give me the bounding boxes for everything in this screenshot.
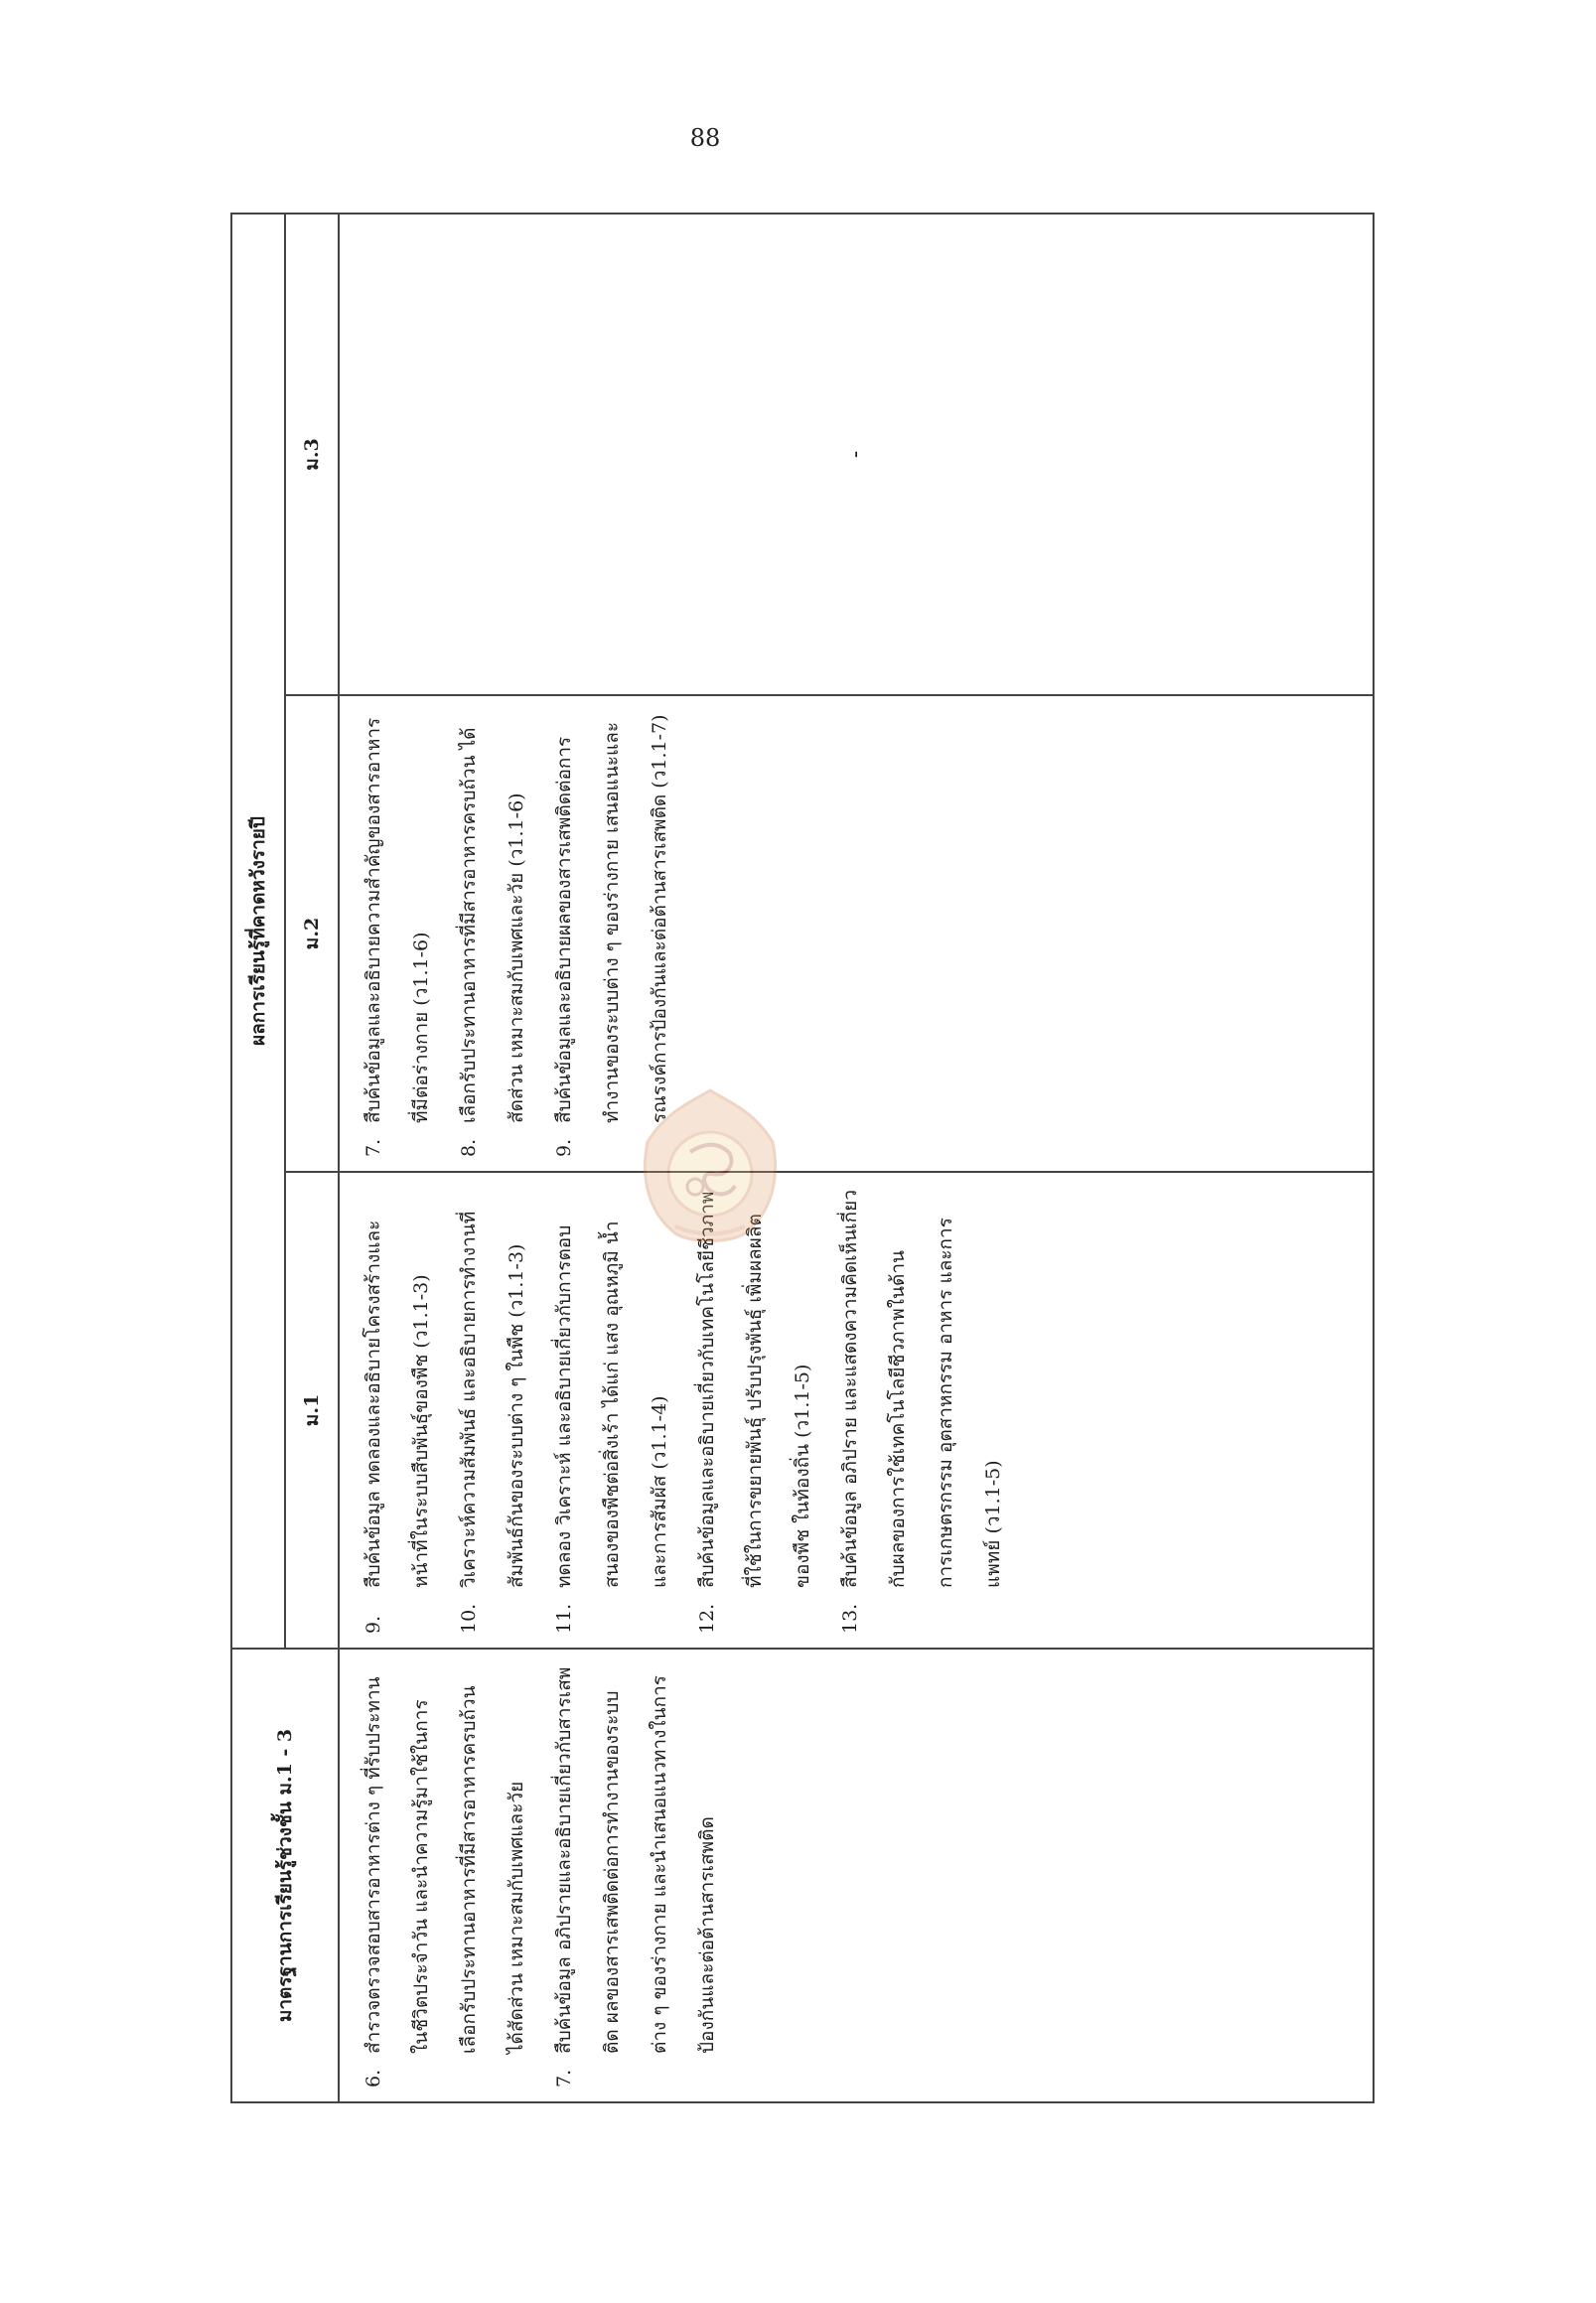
item-number: 8. — [458, 1138, 480, 1157]
item-text: สืบค้นข้อมูลและอธิบายผลของสารเสพติดต่อการทำงานของระบบต่าง ๆ ของร่างกาย เสนอแนะและรณรงค์การป้องกันและต่อต้านสารเสพติด (ว1.1-7) — [553, 714, 670, 1123]
item-number: 12. — [696, 1603, 718, 1634]
item-text: สืบค้นข้อมูลและอธิบายความสำคัญของสารอาหารที่มีต่อร่างกาย (ว1.1-6) — [363, 717, 432, 1123]
header-m2: ม.2 — [285, 695, 339, 1172]
item-text: ทดลอง วิเคราะห์ และอธิบายเกี่ยวกับการตอบสนองของพืชต่อสิ่งเร้า ได้แก่ แสง อุณหภูมิ น้ำ และการสัมผัส (ว1.1-4) — [553, 1221, 670, 1588]
m3-cell: - — [339, 214, 1374, 695]
list-item — [540, 1663, 731, 2087]
list-item — [445, 1187, 540, 1634]
item-text: สืบค้นข้อมูล อภิปราย และแสดงความคิดเห็นเกี่ยวกับผลของการใช้เทคโนโลยีชีวภาพในด้านการเกษตรกรรม อุตสาหกรรม อาหาร และการแพทย์ (ว1.1-5) — [839, 1190, 1004, 1588]
page-number: 88 — [689, 124, 721, 152]
m1-cell — [339, 1172, 1374, 1649]
item-number: 11. — [553, 1603, 575, 1634]
item-number: 10. — [458, 1603, 480, 1634]
item-text: สำรวจตรวจสอบสารอาหารต่าง ๆ ที่รับประทานในชีวิตประจำวัน และนำความรู้มาใช้ในการเลือกรับประทานอาหารที่มีสารอาหารครบถ้วน ได้สัดส่วน เหมาะสมกับเพศและวัย — [363, 1676, 527, 2054]
header-expected-outcomes: ผลการเรียนรู้ที่คาดหวังรายปี — [231, 214, 285, 1649]
item-number: 9. — [363, 1615, 384, 1634]
curriculum-table — [230, 213, 1375, 2103]
item-text: สืบค้นข้อมูล ทดลองและอธิบายโครงสร้างและหน้าที่ในระบบสืบพันธุ์ของพืช (ว1.1-3) — [363, 1220, 432, 1588]
item-number: 7. — [363, 1138, 384, 1157]
item-text: สืบค้นข้อมูลและอธิบายเกี่ยวกับเทคโนโลยีชีวภาพที่ใช้ในการขยายพันธุ์ ปรับปรุงพันธุ์ เพิ่มผลผลิตของพืช ในท้องถิ่น (ว1.1-5) — [696, 1191, 813, 1588]
m2-cell — [339, 695, 1374, 1172]
standards-cell — [339, 1649, 1374, 2102]
list-item — [445, 710, 540, 1157]
list-item — [350, 1187, 445, 1634]
item-number: 13. — [839, 1603, 861, 1634]
header-m3: ม.3 — [285, 214, 339, 695]
list-item — [826, 1187, 1017, 1634]
item-number: 7. — [553, 2069, 575, 2087]
header-standard: มาตรฐานการเรียนรู้ช่วงชั้น ม.1 - 3 — [231, 1649, 339, 2102]
item-number: 9. — [553, 1138, 575, 1157]
list-item — [350, 1663, 540, 2087]
list-item — [540, 710, 683, 1157]
list-item — [350, 710, 445, 1157]
item-number: 6. — [363, 2069, 384, 2087]
item-text: วิเคราะห์ความสัมพันธ์ และอธิบายการทำงานที่สัมพันธ์กันของระบบต่าง ๆ ในพืช (ว1.1-3) — [458, 1211, 527, 1588]
list-item — [540, 1187, 683, 1634]
rotated-table-page — [230, 215, 1375, 2103]
list-item — [683, 1187, 826, 1634]
item-text: สืบค้นข้อมูล อภิปรายและอธิบายเกี่ยวกับสารเสพติด ผลของสารเสพติดต่อการทำงานของระบบต่าง ๆ ของร่างกาย และนำเสนอแนวทางในการป้องกันและต่อต้านสารเสพติด — [553, 1666, 718, 2054]
item-text: เลือกรับประทานอาหารที่มีสารอาหารครบถ้วน ได้สัดส่วน เหมาะสมกับเพศและวัย (ว1.1-6) — [458, 727, 527, 1123]
header-m1: ม.1 — [285, 1172, 339, 1649]
